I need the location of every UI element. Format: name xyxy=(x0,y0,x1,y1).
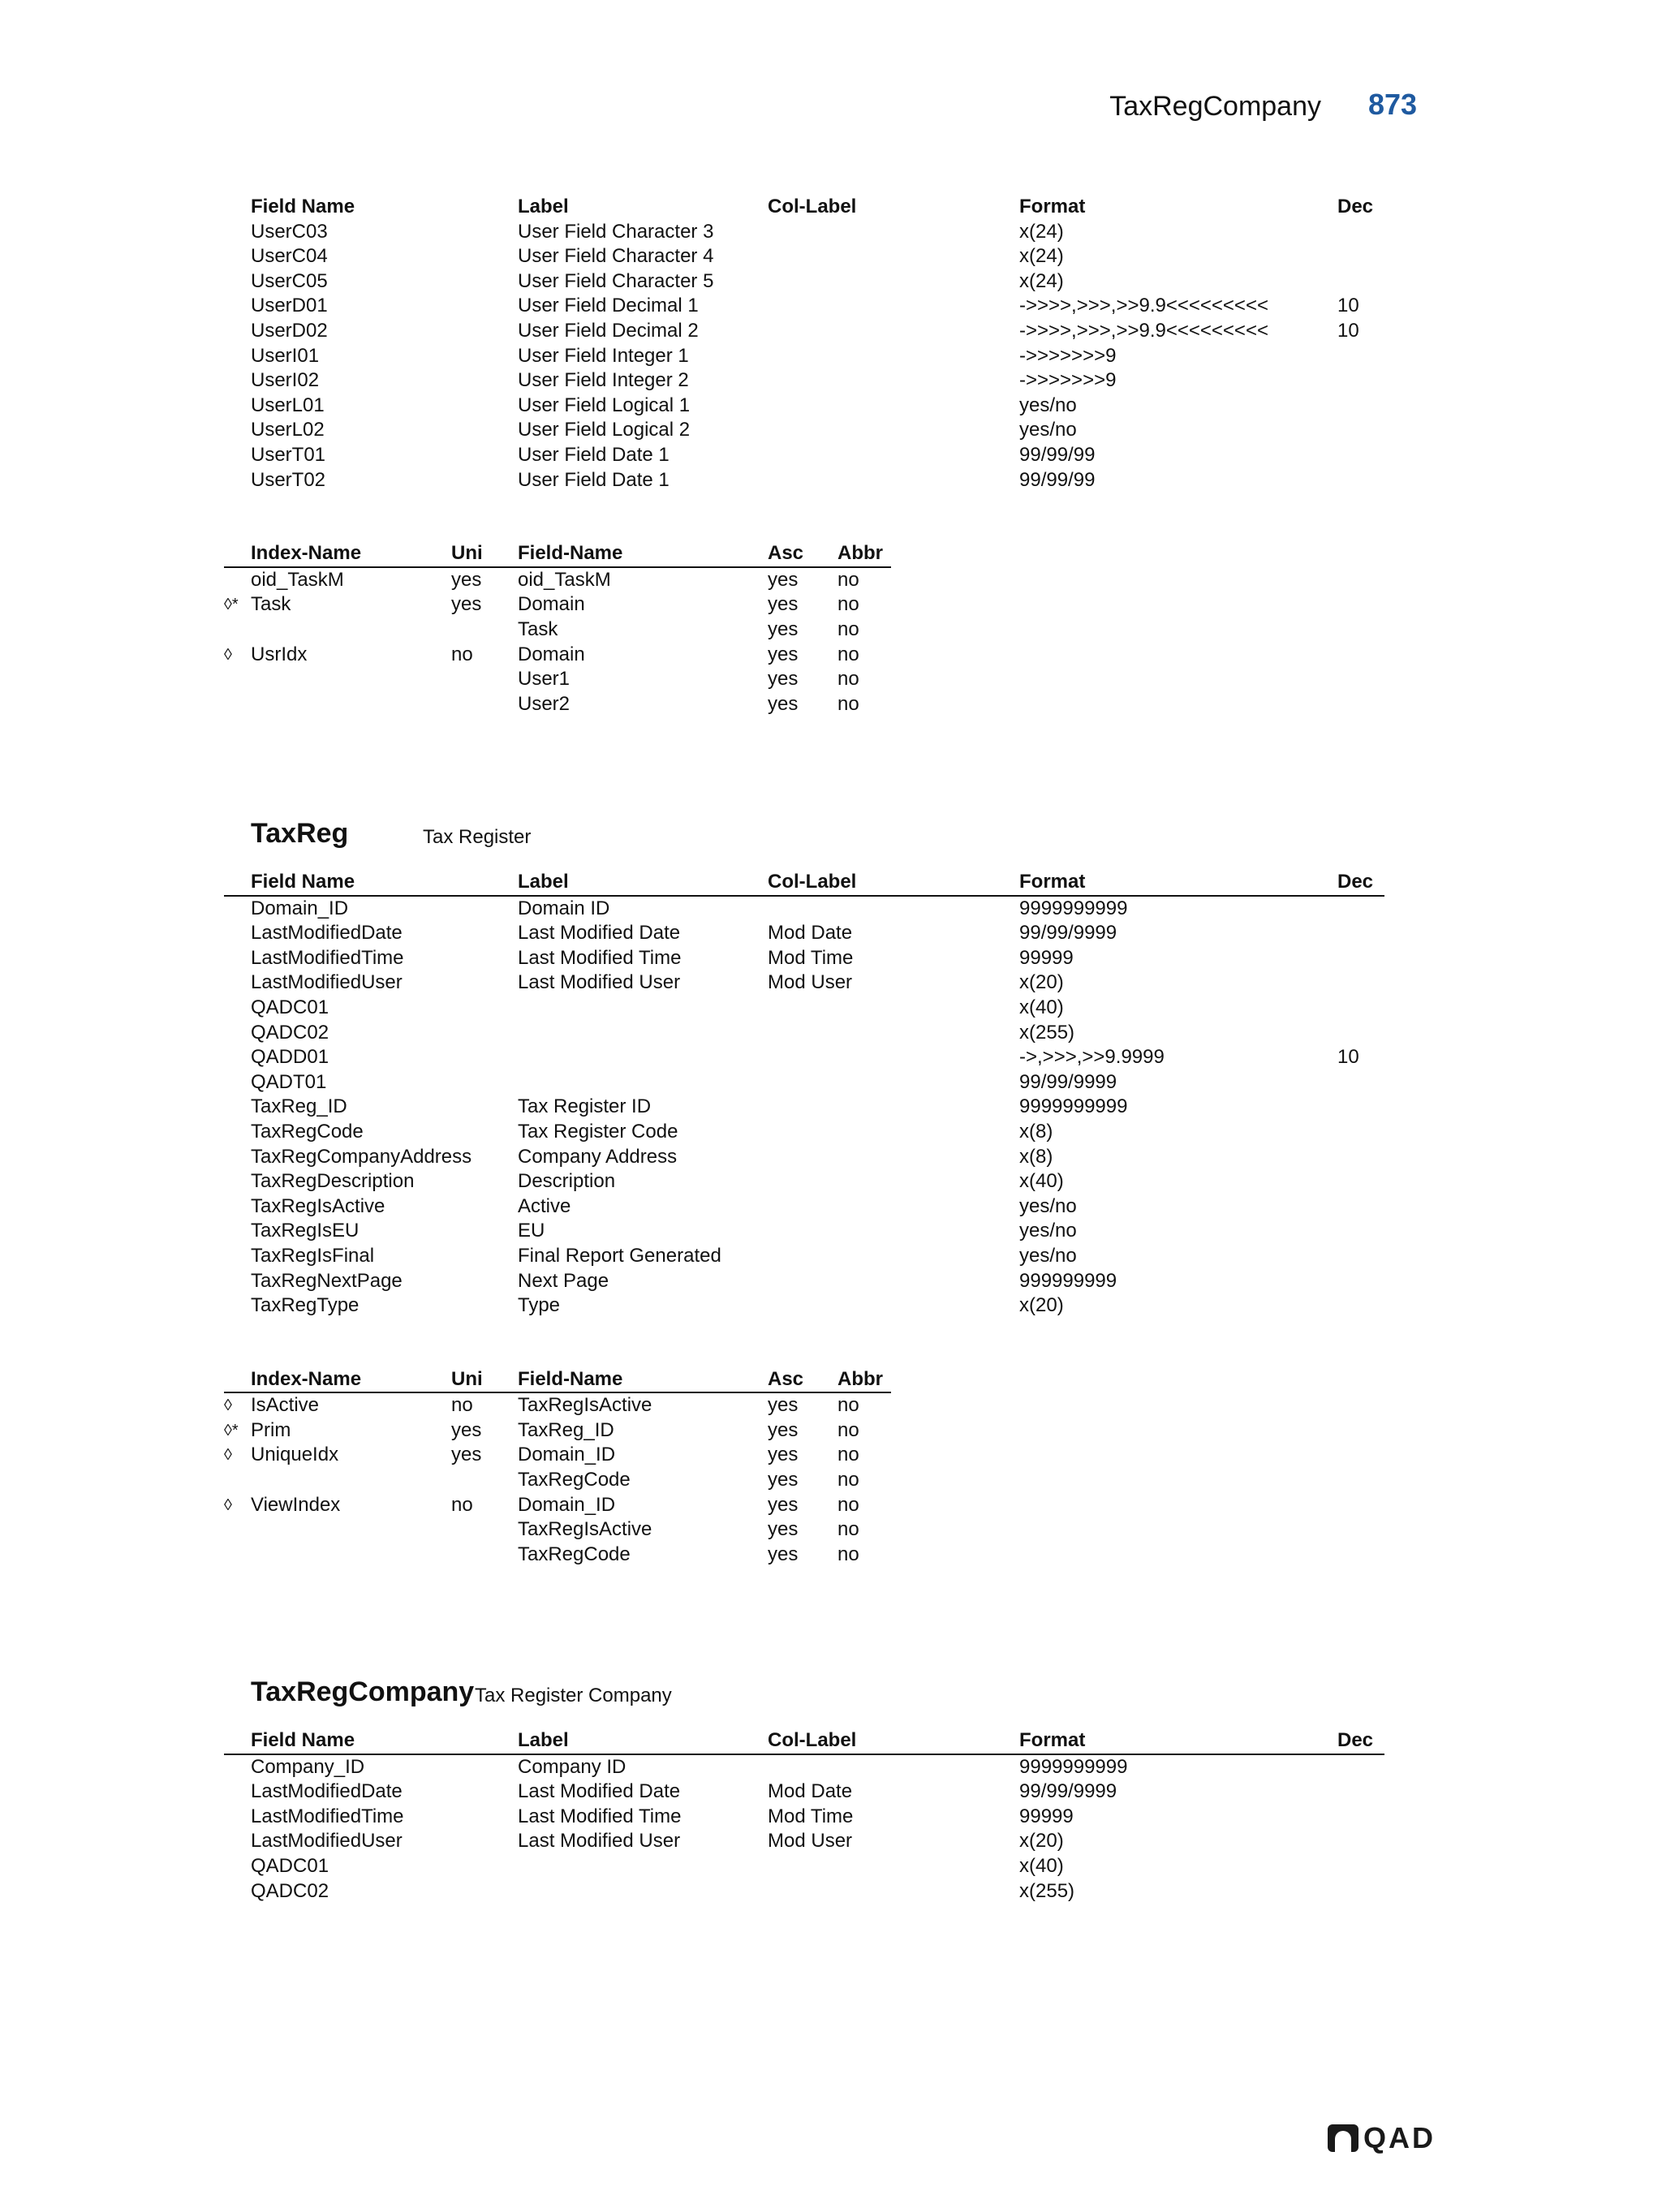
index-ascending: yes xyxy=(768,692,799,715)
field-row xyxy=(224,1293,1384,1319)
field-name: LastModifiedDate xyxy=(251,1780,403,1803)
field-label: Last Modified Date xyxy=(518,922,681,945)
index-name: ViewIndex xyxy=(251,1493,341,1516)
index-field-name: TaxRegIsActive xyxy=(518,1394,652,1417)
field-name: UserD01 xyxy=(251,295,328,317)
field-label: Last Modified User xyxy=(518,1830,681,1853)
index-row xyxy=(224,692,1384,717)
index-field-name: Task xyxy=(518,618,558,640)
index-ascending: yes xyxy=(768,1518,799,1541)
index-row xyxy=(224,618,1384,643)
index-field-name: Domain_ID xyxy=(518,1493,616,1516)
index-ascending: yes xyxy=(768,1444,799,1466)
index-ascending: yes xyxy=(768,568,799,591)
field-row xyxy=(224,1805,1384,1830)
index-ascending: yes xyxy=(768,1418,799,1441)
field-name: TaxRegCompanyAddress xyxy=(251,1145,472,1168)
index-field-name: TaxRegCode xyxy=(518,1469,631,1491)
field-name: QADC02 xyxy=(251,1021,329,1044)
header-abbr: Abbr xyxy=(837,1367,883,1390)
index-row xyxy=(224,1543,1384,1568)
field-name: LastModifiedUser xyxy=(251,971,403,994)
table-description: Tax Register Company xyxy=(475,1685,672,1706)
field-col-label: Mod User xyxy=(768,971,853,994)
index-abbreviated: no xyxy=(837,1444,859,1466)
index-field-name: TaxRegIsActive xyxy=(518,1518,652,1541)
index-unique: no xyxy=(451,643,473,665)
field-format: x(24) xyxy=(1019,220,1064,243)
index-abbreviated: no xyxy=(837,1518,859,1541)
index-field-name: TaxRegCode xyxy=(518,1543,631,1565)
index-marker: ◊* xyxy=(224,596,239,614)
field-label: User Field Character 5 xyxy=(518,269,714,292)
field-row xyxy=(224,269,1384,295)
header-format: Format xyxy=(1019,196,1086,217)
field-label: Last Modified Time xyxy=(518,1805,682,1827)
index-row xyxy=(224,1418,1384,1444)
qad-logo-text: QAD xyxy=(1363,2121,1436,2154)
field-name: QADC01 xyxy=(251,1854,329,1877)
running-header-title: TaxRegCompany xyxy=(1109,91,1321,122)
field-row xyxy=(224,1779,1384,1805)
field-name: TaxRegCode xyxy=(251,1120,364,1143)
field-label: User Field Integer 2 xyxy=(518,369,689,392)
field-format: yes/no xyxy=(1019,1194,1077,1217)
field-name: LastModifiedUser xyxy=(251,1830,403,1853)
field-format: x(24) xyxy=(1019,245,1064,268)
header-dec: Dec xyxy=(1337,196,1374,217)
field-label: Tax Register ID xyxy=(518,1095,652,1118)
index-unique: yes xyxy=(451,568,482,591)
field-row xyxy=(224,244,1384,269)
field-label: User Field Decimal 1 xyxy=(518,295,699,317)
field-name: UserD02 xyxy=(251,319,328,342)
field-name: QADC01 xyxy=(251,996,329,1018)
index-field-name: Domain xyxy=(518,643,585,665)
index-row xyxy=(224,1393,1384,1418)
field-row xyxy=(224,1269,1384,1294)
field-row xyxy=(224,1219,1384,1244)
header-label: Label xyxy=(518,196,569,217)
qad-logo-mark xyxy=(1328,2124,1358,2152)
index-abbreviated: no xyxy=(837,1543,859,1565)
index-abbreviated: no xyxy=(837,668,859,691)
field-format: 99/99/99 xyxy=(1019,443,1096,466)
field-col-label: Mod Date xyxy=(768,1780,853,1803)
field-row xyxy=(224,294,1384,319)
field-row xyxy=(224,970,1384,996)
field-label: Last Modified Date xyxy=(518,1780,681,1803)
field-row xyxy=(224,897,1384,922)
field-name: TaxRegDescription xyxy=(251,1170,415,1193)
field-row xyxy=(224,1095,1384,1120)
field-name: UserT01 xyxy=(251,443,326,466)
field-label: Description xyxy=(518,1170,616,1193)
index-name: UniqueIdx xyxy=(251,1444,339,1466)
fields-table xyxy=(224,195,1384,493)
field-format: yes/no xyxy=(1019,394,1077,416)
table-description: Tax Register xyxy=(423,826,532,848)
index-name: Task xyxy=(251,593,291,616)
field-format: 99/99/9999 xyxy=(1019,1780,1117,1803)
field-row xyxy=(224,418,1384,443)
field-format: x(20) xyxy=(1019,1830,1064,1853)
field-format: ->,>>>,>>9.9999 xyxy=(1019,1046,1165,1069)
header-field-name: Field Name xyxy=(251,871,355,893)
field-label: Last Modified User xyxy=(518,971,681,994)
header-field-name: Field Name xyxy=(251,1729,355,1751)
field-format: 999999999 xyxy=(1019,1269,1117,1292)
index-abbreviated: no xyxy=(837,692,859,715)
index-marker: ◊ xyxy=(224,1495,232,1514)
field-row xyxy=(224,1120,1384,1145)
index-abbreviated: no xyxy=(837,1469,859,1491)
header-uni: Uni xyxy=(451,542,483,565)
field-format: 99/99/9999 xyxy=(1019,922,1117,945)
field-row xyxy=(224,1244,1384,1269)
index-name: UsrIdx xyxy=(251,643,308,665)
field-format: 9999999999 xyxy=(1019,1755,1128,1778)
taxregcompany-section xyxy=(224,1673,1384,1904)
field-format: ->>>>>>>9 xyxy=(1019,369,1117,392)
index-header-row xyxy=(224,1367,891,1394)
field-row xyxy=(224,1194,1384,1220)
field-format: 99/99/9999 xyxy=(1019,1070,1117,1093)
field-name: LastModifiedDate xyxy=(251,922,403,945)
field-label: Active xyxy=(518,1194,571,1217)
field-format: ->>>>,>>>,>>9.9<<<<<<<<< xyxy=(1019,319,1268,342)
index-table xyxy=(224,1367,1384,1568)
field-dec: 10 xyxy=(1337,1046,1359,1069)
header-format: Format xyxy=(1019,871,1086,893)
field-format: x(40) xyxy=(1019,996,1064,1018)
field-label: User Field Character 4 xyxy=(518,245,714,268)
field-label: Tax Register Code xyxy=(518,1120,678,1143)
field-format: yes/no xyxy=(1019,1220,1077,1242)
header-abbr: Abbr xyxy=(837,542,883,565)
header-format: Format xyxy=(1019,1729,1086,1751)
field-format: x(24) xyxy=(1019,269,1064,292)
field-format: yes/no xyxy=(1019,1244,1077,1267)
field-name: TaxRegIsActive xyxy=(251,1194,385,1217)
field-label: Last Modified Time xyxy=(518,946,682,969)
index-name: Prim xyxy=(251,1418,291,1441)
index-abbreviated: no xyxy=(837,1418,859,1441)
field-name: QADC02 xyxy=(251,1879,329,1902)
field-format: x(8) xyxy=(1019,1120,1053,1143)
index-unique: yes xyxy=(451,593,482,616)
field-label: User Field Date 1 xyxy=(518,468,670,491)
index-ascending: yes xyxy=(768,1493,799,1516)
field-label: Domain ID xyxy=(518,897,610,919)
field-label: User Field Decimal 2 xyxy=(518,319,699,342)
index-ascending: yes xyxy=(768,668,799,691)
index-ascending: yes xyxy=(768,593,799,616)
fields-table xyxy=(224,870,1384,1319)
index-name: oid_TaskM xyxy=(251,568,344,591)
field-format: x(20) xyxy=(1019,971,1064,994)
field-col-label: Mod Time xyxy=(768,946,854,969)
field-name: UserC03 xyxy=(251,220,328,243)
fields-header-row xyxy=(224,195,1384,220)
field-col-label: Mod User xyxy=(768,1830,853,1853)
field-row xyxy=(224,1879,1384,1904)
field-row xyxy=(224,1045,1384,1070)
field-row xyxy=(224,921,1384,946)
index-unique: yes xyxy=(451,1418,482,1441)
fields-header-row xyxy=(224,1728,1384,1755)
index-ascending: yes xyxy=(768,643,799,665)
table-title: TaxReg xyxy=(251,818,349,849)
field-format: 9999999999 xyxy=(1019,897,1128,919)
field-label: Company Address xyxy=(518,1145,678,1168)
header-col-label: Col-Label xyxy=(768,196,857,217)
index-row xyxy=(224,1517,1384,1543)
field-label: User Field Date 1 xyxy=(518,443,670,466)
index-row xyxy=(224,1468,1384,1493)
index-abbreviated: no xyxy=(837,1394,859,1417)
field-format: ->>>>,>>>,>>9.9<<<<<<<<< xyxy=(1019,295,1268,317)
header-dec: Dec xyxy=(1337,1729,1374,1751)
header-index-name: Index-Name xyxy=(251,1367,362,1390)
index-row xyxy=(224,568,1384,593)
field-format: x(40) xyxy=(1019,1170,1064,1193)
field-name: TaxRegType xyxy=(251,1294,360,1317)
field-name: UserC05 xyxy=(251,269,328,292)
header-uni: Uni xyxy=(451,1367,483,1390)
page-number: 873 xyxy=(1368,88,1418,121)
field-col-label: Mod Date xyxy=(768,922,853,945)
field-row xyxy=(224,443,1384,468)
field-format: 99999 xyxy=(1019,946,1074,969)
field-row xyxy=(224,319,1384,344)
index-abbreviated: no xyxy=(837,593,859,616)
field-name: LastModifiedTime xyxy=(251,1805,404,1827)
index-marker: ◊* xyxy=(224,1421,239,1440)
header-field-name: Field-Name xyxy=(518,1367,623,1390)
fields-table xyxy=(224,1728,1384,1904)
header-asc: Asc xyxy=(768,1367,804,1390)
header-col-label: Col-Label xyxy=(768,1729,857,1751)
field-label: User Field Logical 2 xyxy=(518,419,691,441)
field-row xyxy=(224,946,1384,971)
field-row xyxy=(224,220,1384,245)
index-unique: no xyxy=(451,1493,473,1516)
header-asc: Asc xyxy=(768,542,804,565)
field-row xyxy=(224,1021,1384,1046)
field-label: User Field Character 3 xyxy=(518,220,714,243)
taxreg-section xyxy=(224,815,1384,1567)
index-unique: no xyxy=(451,1394,473,1417)
index-abbreviated: no xyxy=(837,1493,859,1516)
field-format: x(8) xyxy=(1019,1145,1053,1168)
index-name: IsActive xyxy=(251,1394,320,1417)
field-name: Company_ID xyxy=(251,1755,365,1778)
field-name: QADD01 xyxy=(251,1046,329,1069)
field-row xyxy=(224,1829,1384,1854)
field-name: TaxRegIsEU xyxy=(251,1220,360,1242)
field-format: yes/no xyxy=(1019,419,1077,441)
table-title: TaxRegCompany xyxy=(251,1676,475,1707)
field-format: 99999 xyxy=(1019,1805,1074,1827)
index-row xyxy=(224,592,1384,618)
field-col-label: Mod Time xyxy=(768,1805,854,1827)
index-ascending: yes xyxy=(768,1469,799,1491)
index-row xyxy=(224,667,1384,692)
index-row xyxy=(224,643,1384,668)
index-unique: yes xyxy=(451,1444,482,1466)
header-label: Label xyxy=(518,871,569,893)
field-name: UserT02 xyxy=(251,468,326,491)
index-marker: ◊ xyxy=(224,1446,232,1465)
field-dec: 10 xyxy=(1337,295,1359,317)
field-row xyxy=(224,344,1384,369)
field-dec: 10 xyxy=(1337,319,1359,342)
field-label: Company ID xyxy=(518,1755,626,1778)
field-label: Final Report Generated xyxy=(518,1244,721,1267)
field-format: 9999999999 xyxy=(1019,1095,1128,1118)
qad-logo xyxy=(1328,2121,1436,2155)
field-name: TaxReg_ID xyxy=(251,1095,347,1118)
field-row xyxy=(224,996,1384,1021)
index-field-name: Domain xyxy=(518,593,585,616)
field-name: QADT01 xyxy=(251,1070,327,1093)
index-marker: ◊ xyxy=(224,1396,232,1415)
header-field-name: Field-Name xyxy=(518,542,623,565)
field-name: UserL02 xyxy=(251,419,325,441)
field-name: Domain_ID xyxy=(251,897,349,919)
field-label: User Field Logical 1 xyxy=(518,394,691,416)
index-row xyxy=(224,1443,1384,1468)
field-name: TaxRegNextPage xyxy=(251,1269,403,1292)
index-header-row xyxy=(224,541,891,568)
index-abbreviated: no xyxy=(837,568,859,591)
index-field-name: Domain_ID xyxy=(518,1444,616,1466)
field-row xyxy=(224,1854,1384,1879)
header-field-name: Field Name xyxy=(251,196,355,217)
header-dec: Dec xyxy=(1337,871,1374,893)
field-label: EU xyxy=(518,1220,545,1242)
index-abbreviated: no xyxy=(837,643,859,665)
field-row xyxy=(224,368,1384,394)
index-field-name: oid_TaskM xyxy=(518,568,611,591)
field-row xyxy=(224,1070,1384,1095)
field-name: LastModifiedTime xyxy=(251,946,404,969)
field-row xyxy=(224,1755,1384,1780)
index-field-name: TaxReg_ID xyxy=(518,1418,614,1441)
field-format: x(255) xyxy=(1019,1879,1075,1902)
index-table xyxy=(224,541,1384,717)
field-row xyxy=(224,1145,1384,1170)
field-format: x(40) xyxy=(1019,1854,1064,1877)
field-name: UserI01 xyxy=(251,344,320,367)
field-name: UserL01 xyxy=(251,394,325,416)
header-col-label: Col-Label xyxy=(768,871,857,893)
index-abbreviated: no xyxy=(837,618,859,640)
header-label: Label xyxy=(518,1729,569,1751)
field-name: UserC04 xyxy=(251,245,328,268)
field-format: x(255) xyxy=(1019,1021,1075,1044)
index-marker: ◊ xyxy=(224,645,232,664)
index-ascending: yes xyxy=(768,1394,799,1417)
fields-header-row xyxy=(224,870,1384,897)
field-format: ->>>>>>>9 xyxy=(1019,344,1117,367)
index-row xyxy=(224,1493,1384,1518)
field-row xyxy=(224,468,1384,493)
field-label: Next Page xyxy=(518,1269,609,1292)
field-name: UserI02 xyxy=(251,369,320,392)
field-label: User Field Integer 1 xyxy=(518,344,689,367)
field-format: x(20) xyxy=(1019,1294,1064,1317)
field-label: Type xyxy=(518,1294,561,1317)
index-field-name: User1 xyxy=(518,668,571,691)
field-row xyxy=(224,1169,1384,1194)
field-name: TaxRegIsFinal xyxy=(251,1244,375,1267)
index-field-name: User2 xyxy=(518,692,571,715)
field-format: 99/99/99 xyxy=(1019,468,1096,491)
index-ascending: yes xyxy=(768,618,799,640)
field-row xyxy=(224,394,1384,419)
first-table-section xyxy=(224,195,1384,717)
index-ascending: yes xyxy=(768,1543,799,1565)
header-index-name: Index-Name xyxy=(251,542,362,565)
